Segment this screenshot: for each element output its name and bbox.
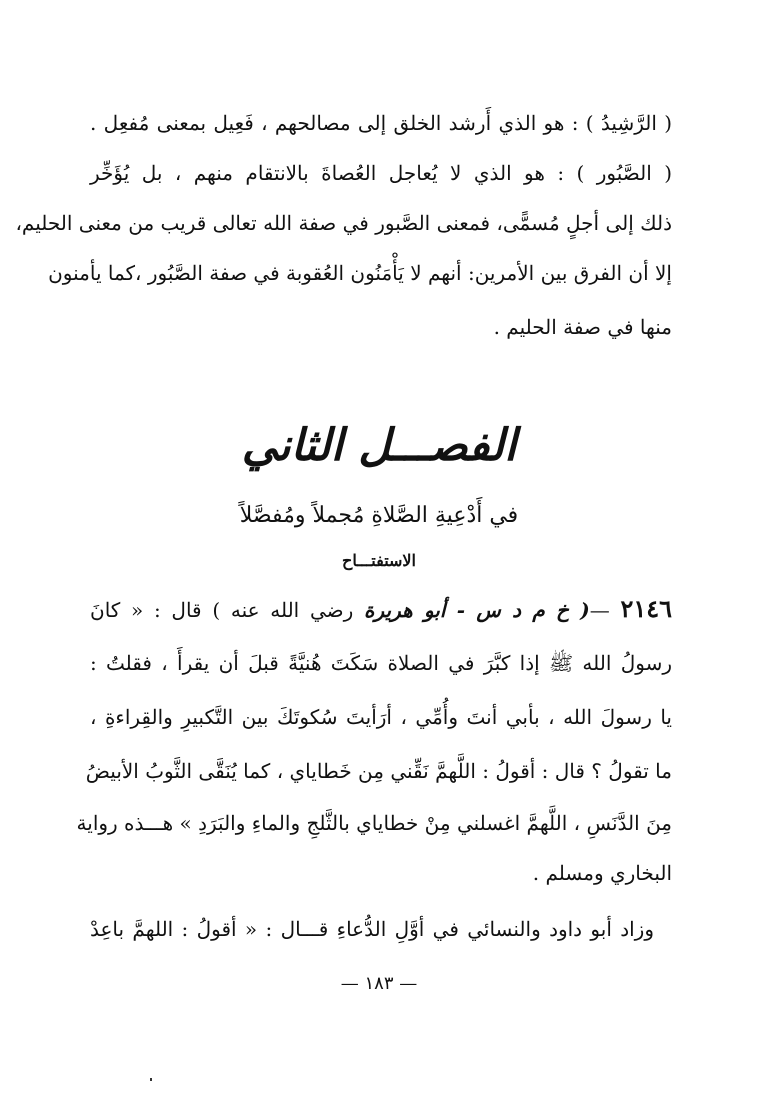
definition-sabur-cont-2: إلا أن الفرق بين الأمرين: أنهم لا يَأْمَنُون العُقوبة في صفة الصَّبُور ،كما يأمنون — [48, 261, 672, 285]
hadith-dash: — — [589, 598, 621, 622]
hadith-line: يا رسولَ الله ، بأبي أنتَ وأُمِّي ، أرَأيتَ سُكوتَكَ بين التَّكبيرِ والقِراءةِ ، — [90, 705, 672, 729]
hadith-first-line-rest: رضي الله عنه ) قال : « كانَ — [90, 598, 364, 622]
hadith-addition: وزاد أبو داود والنسائي في أوَّلِ الدُّعاءِ قـــال : « أقولُ : اللهمَّ باعِدْ — [90, 917, 654, 941]
hadith-line: البخاري ومسلم . — [532, 861, 672, 885]
hadith-first-line — [90, 594, 672, 625]
page-number: — ١٨٣ — — [340, 973, 418, 994]
definition-sabur: ( الصَّبُور ) : هو الذي لا يُعاجل العُصاةَ بالانتقام منهم ، بل يُؤَخِّر — [90, 161, 672, 185]
print-speck — [150, 1078, 152, 1081]
hadith-sources: ( خ م د س - أبو هريرة — [363, 598, 590, 622]
definition-sabur-cont-3: منها في صفة الحليم . — [493, 315, 672, 339]
hadith-line: مِنَ الدَّنَسِ ، اللَّهمَّ اغسلني مِنْ خطاياي بالثَّلجِ والماءِ والبَرَدِ » هـــذه رواية — [76, 811, 672, 835]
hadith-number: ٢١٤٦ — [620, 594, 673, 623]
definition-rashid: ( الرَّشِيدُ ) : هو الذي أَرشد الخلق إلى مصالحهم ، فَعِيل بمعنى مُفعِل . — [90, 111, 672, 135]
definition-sabur-cont-1: ذلك إلى أجلٍ مُسمًّى، فمعنى الصَّبور في صفة الله تعالى قريب من معنى الحليم، — [15, 211, 672, 235]
chapter-subtitle: في أَدْعِيةِ الصَّلاةِ مُجملاً ومُفصَّلاً — [239, 503, 519, 528]
section-heading: الاستفتـــاح — [342, 551, 416, 570]
chapter-title: الفصـــل الثاني — [241, 420, 517, 471]
hadith-line: ما تقولُ ؟ قال : أقولُ : اللَّهمَّ نَقِّني مِن خَطاياي ، كما يُنَقَّى الثَّوبُ الأبيضُ — [85, 759, 672, 783]
hadith-line: رسولُ الله ﷺ إذا كبَّرَ في الصلاة سَكَتَ هُنيَّةً قبلَ أن يقرأَ ، فقلتُ : — [90, 651, 672, 675]
